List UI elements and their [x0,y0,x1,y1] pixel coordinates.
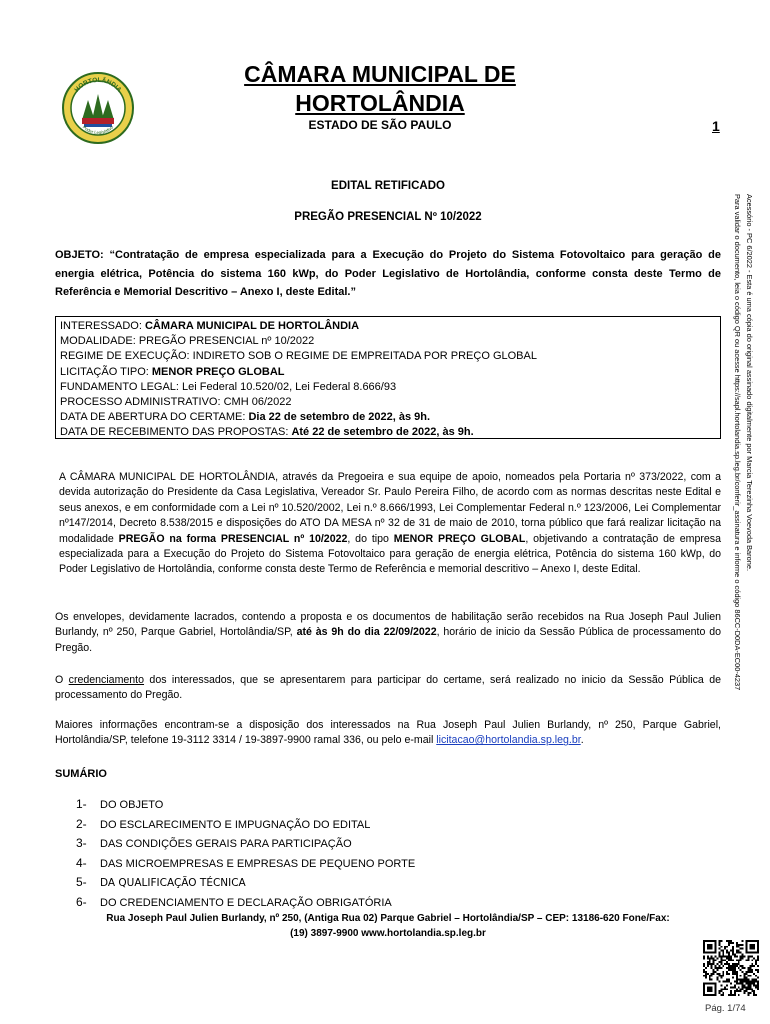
envelopes-paragraph: Os envelopes, devidamente lacrados, contendo a proposta e os documentos de habilitação serão recebidos na Rua Joseph Paul Julien Burlandy, nº 250, Parque Gabriel, Hortolândia/SP, até às 9h do dia 22/09/2022, horário de inicio da Sessão Pública de processamento do Pregão. [55,611,721,654]
pregao-title: PREGÃO PRESENCIAL Nº 10/2022 [294,211,482,223]
chamber-logo [62,72,134,144]
contact-paragraph: Maiores informações encontram-se a disposição dos interessados na Rua Joseph Paul Julien Burlandy, nº 250, Parque Gabriel, Hortolândia/SP, telefone 19-3112 3314 / 19-3897-9900 ramal 336, ou pelo e-mail licitacao@hortolandia.sp.leg.br. [55,719,721,747]
footer-line-2: (19) 3897-9900 www.hortolandia.sp.leg.br [290,928,486,939]
info-licitacao: LICITAÇÃO TIPO: MENOR PREÇO GLOBAL [60,365,285,378]
stamp-line-2: Para validar o documento, leia o código QR ou acesse https://sapl.hortolandia.sp.leg.br/conferir_assinatura e informe o código 86CC-D0DA-EC00-4237 [733,194,742,691]
page-number: Pág. 1/74 [705,1003,746,1014]
sumario-item [76,893,415,913]
sumario-item [76,795,415,815]
sumario-item [76,873,415,893]
organization-name [190,60,570,118]
sumario-item-number: 5- [76,875,87,889]
org-name-line1: CÂMARA MUNICIPAL DE [244,61,516,87]
info-regime: REGIME DE EXECUÇÃO: INDIRETO SOB O REGIME DE EMPREITADA POR PREÇO GLOBAL [60,350,537,363]
info-box [55,316,721,439]
info-processo: PROCESSO ADMINISTRATIVO: CMH 06/2022 [60,396,292,409]
logo-bottom-text: Poder Legislativo [81,124,115,136]
state-name: ESTADO DE SÃO PAULO [308,118,452,132]
sumario-item [76,854,415,874]
info-fundamento: FUNDAMENTO LEGAL: Lei Federal 10.520/02, Lei Federal 8.666/93 [60,380,397,393]
footer-line-1: Rua Joseph Paul Julien Burlandy, nº 250, (Antiga Rua 02) Parque Gabriel – Hortolândia/SP – CEP: 13186-620 Fone/Fax: [106,913,670,924]
sumario-item-label: DO ESCLARECIMENTO E IMPUGNAÇÃO DO EDITAL [100,818,371,831]
org-name-line2: HORTOLÂNDIA [295,90,465,116]
edital-title: EDITAL RETIFICADO [331,180,445,192]
sumario-item-number: 3- [76,836,87,850]
info-modalidade: MODALIDADE: PREGÃO PRESENCIAL nº 10/2022 [60,335,315,348]
sumario-item [76,834,415,854]
sumario-item-label: DO OBJETO [100,799,164,811]
sumario-item-number: 1- [76,797,87,811]
objeto-paragraph: OBJETO: “Contratação de empresa especializada para a Execução do Projeto do Sistema Fotovoltaico para geração de energia elétrica, Potência do sistema 160 kWp, do Poder Legislativo de Hortolândia, conforme consta deste Termo de Referência e Memorial Descritivo – Anexo I, deste Edital.” [55,249,721,298]
logo-top-text: HORTOLÂNDIA [73,76,123,94]
info-interessado: INTERESSADO: CÂMARA MUNICIPAL DE HORTOLÂNDIA [60,320,360,332]
sumario-item-label: DA QUALIFICAÇÃO TÉCNICA [100,877,246,889]
info-abertura: DATA DE ABERTURA DO CERTAME: Dia 22 de setembro de 2022, às 9h. [60,411,431,424]
sumario-item-number: 4- [76,855,87,870]
sumario-item-number: 6- [76,894,87,909]
sumario-item-label: DO CREDENCIAMENTO E DECLARAÇÃO OBRIGATÓRIA [100,896,392,909]
footer-address [55,911,721,941]
credenciamento-paragraph: O credenciamento dos interessados, que se apresentarem para participar do certame, será realizado no inicio da Sessão Pública de processamento do Pregão. [55,674,721,702]
sumario-list [76,795,415,912]
email-link[interactable]: licitacao@hortolandia.sp.leg.br [436,734,581,747]
sumario-item-number: 2- [76,816,87,831]
sumario-item-label: DAS CONDIÇÕES GERAIS PARA PARTICIPAÇÃO [100,838,352,850]
sumario-title: SUMÁRIO [55,768,107,780]
info-recebimento: DATA DE RECEBIMENTO DAS PROPOSTAS: Até 22 de setembro de 2022, às 9h. [60,426,474,439]
stamp-line-1: Acessório - PC 6/2022 - Esta é uma cópia do original assinado digitalmente por Marcia Terezinha Voevoda Barone. [745,194,754,572]
page-marker: 1 [712,118,720,134]
intro-paragraph: A CÂMARA MUNICIPAL DE HORTOLÂNDIA, através da Pregoeira e sua equipe de apoio, nomeados pela Portaria nº 373/2022, com a devida autorização do Presidente da Casa Legislativa, Vereador Sr. Paulo Pereira Filho, de acordo com as normas descritas neste Edital e seus anexos, e em conformidade com a Lei nº 10.520/2002, Lei n.º 8.666/1993, Lei Complementar Federal n.º 123/2006, Lei Complementar nº147/2014, Decreto 8.538/2015 e disposições do ATO DA MESA nº 32 de 31 de maio de 2010, torna público que fará realizar licitação na modalidade PREGÃO na forma PRESENCIAL nº 10/2022, do tipo MENOR PREÇO GLOBAL, objetivando a contratação de empresa especializada para a Execução do Projeto do Sistema Fotovoltaico para geração de energia elétrica, Potência do sistema 160 kWp, do Poder Legislativo de Hortolândia, conforme consta deste Termo de Referência e memorial descritivo – Anexo I, deste Edital. [59,471,721,576]
sumario-item-label: DAS MICROEMPRESAS E EMPRESAS DE PEQUENO PORTE [100,857,416,870]
qr-code[interactable] [703,940,759,996]
sumario-item [76,815,415,835]
